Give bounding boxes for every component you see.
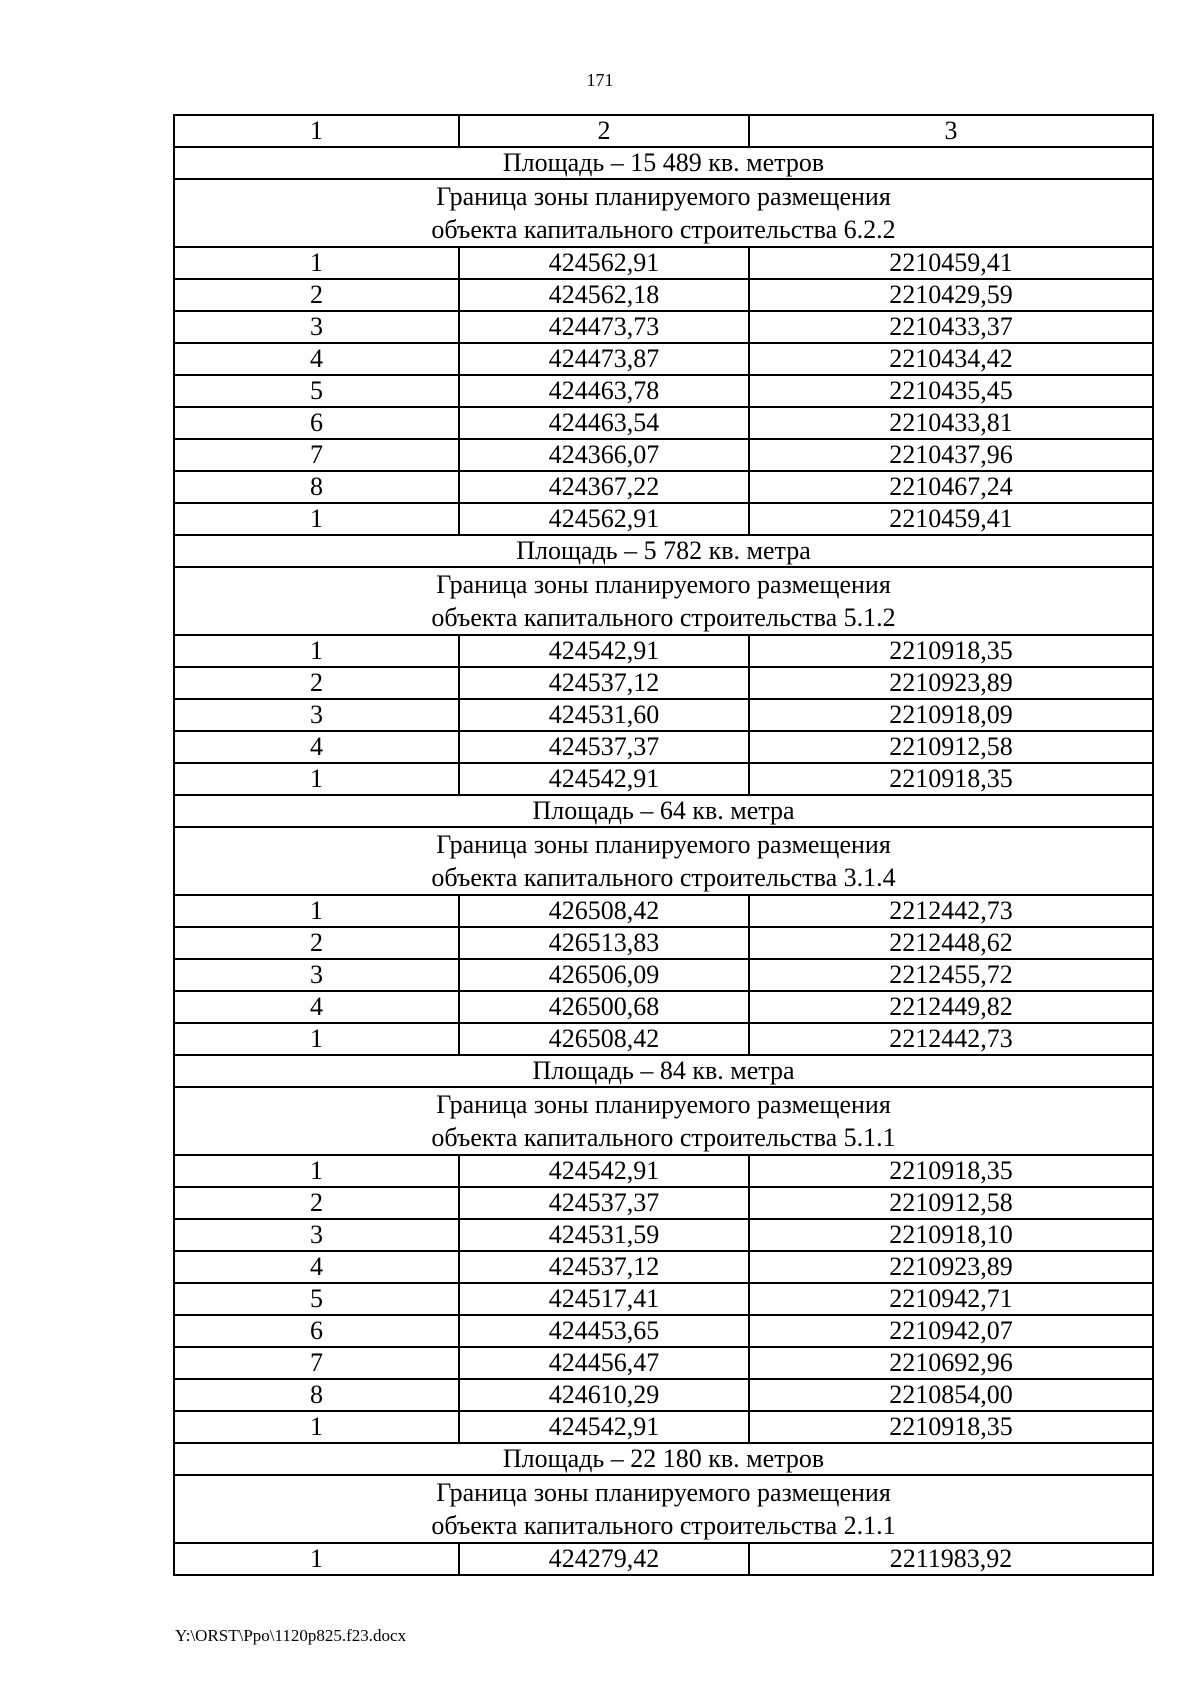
cell-x-coordinate: 424537,37 <box>459 1187 749 1219</box>
cell-point-number: 3 <box>174 1219 459 1251</box>
area-cell: Площадь – 5 782 кв. метра <box>174 535 1153 567</box>
table-row <box>174 343 1153 375</box>
header-cell-point-number: 1 <box>174 115 459 147</box>
cell-y-coordinate: 2210435,45 <box>749 375 1153 407</box>
zone-caption-line: объекта капитального строительства 2.1.1 <box>431 1511 896 1540</box>
cell-point-number: 1 <box>174 635 459 667</box>
table-row <box>174 1379 1153 1411</box>
cell-point-number: 5 <box>174 1283 459 1315</box>
zone-caption-line: объекта капитального строительства 6.2.2 <box>431 215 896 244</box>
cell-x-coordinate: 424542,91 <box>459 763 749 795</box>
cell-x-coordinate: 424537,37 <box>459 731 749 763</box>
cell-point-number: 3 <box>174 311 459 343</box>
cell-point-number: 1 <box>174 1155 459 1187</box>
cell-point-number: 2 <box>174 1187 459 1219</box>
cell-x-coordinate: 426506,09 <box>459 959 749 991</box>
cell-y-coordinate: 2210918,10 <box>749 1219 1153 1251</box>
zone-caption-row <box>174 827 1153 895</box>
cell-x-coordinate: 424542,91 <box>459 635 749 667</box>
cell-y-coordinate: 2210912,58 <box>749 1187 1153 1219</box>
table-row <box>174 1315 1153 1347</box>
cell-y-coordinate: 2210942,07 <box>749 1315 1153 1347</box>
area-row <box>174 535 1153 567</box>
table-row <box>174 311 1153 343</box>
cell-x-coordinate: 424537,12 <box>459 1251 749 1283</box>
zone-caption-row <box>174 179 1153 247</box>
cell-y-coordinate: 2210942,71 <box>749 1283 1153 1315</box>
cell-point-number: 2 <box>174 667 459 699</box>
table-row <box>174 279 1153 311</box>
table-row <box>174 927 1153 959</box>
cell-point-number: 1 <box>174 895 459 927</box>
table-row <box>174 471 1153 503</box>
area-row <box>174 147 1153 179</box>
cell-point-number: 8 <box>174 471 459 503</box>
table-header-row <box>174 115 1153 147</box>
table-row <box>174 503 1153 535</box>
cell-y-coordinate: 2210918,09 <box>749 699 1153 731</box>
table-row <box>174 375 1153 407</box>
cell-y-coordinate: 2210918,35 <box>749 635 1153 667</box>
area-row <box>174 795 1153 827</box>
cell-x-coordinate: 424473,87 <box>459 343 749 375</box>
table-row <box>174 1155 1153 1187</box>
document-file-path: Y:\ORST\Ppo\1120p825.f23.docx <box>175 1626 407 1645</box>
coordinates-table <box>173 114 1154 1576</box>
cell-x-coordinate: 424542,91 <box>459 1411 749 1443</box>
cell-x-coordinate: 424537,12 <box>459 667 749 699</box>
cell-y-coordinate: 2212449,82 <box>749 991 1153 1023</box>
table-row <box>174 1187 1153 1219</box>
area-cell: Площадь – 64 кв. метра <box>174 795 1153 827</box>
zone-caption-line: Граница зоны планируемого размещения <box>436 830 891 859</box>
zone-caption-line: объекта капитального строительства 5.1.1 <box>431 1123 896 1152</box>
cell-x-coordinate: 424367,22 <box>459 471 749 503</box>
cell-y-coordinate: 2210459,41 <box>749 247 1153 279</box>
table-row <box>174 1251 1153 1283</box>
cell-x-coordinate: 426513,83 <box>459 927 749 959</box>
zone-caption-line: Граница зоны планируемого размещения <box>436 570 891 599</box>
cell-x-coordinate: 424463,78 <box>459 375 749 407</box>
table-row <box>174 1283 1153 1315</box>
cell-y-coordinate: 2210434,42 <box>749 343 1153 375</box>
cell-y-coordinate: 2210467,24 <box>749 471 1153 503</box>
table-row <box>174 1023 1153 1055</box>
table-row <box>174 895 1153 927</box>
cell-x-coordinate: 424562,18 <box>459 279 749 311</box>
cell-y-coordinate: 2210459,41 <box>749 503 1153 535</box>
area-cell: Площадь – 84 кв. метра <box>174 1055 1153 1087</box>
cell-y-coordinate: 2210854,00 <box>749 1379 1153 1411</box>
cell-x-coordinate: 424562,91 <box>459 247 749 279</box>
cell-point-number: 1 <box>174 503 459 535</box>
cell-point-number: 7 <box>174 1347 459 1379</box>
cell-y-coordinate: 2212442,73 <box>749 1023 1153 1055</box>
cell-point-number: 7 <box>174 439 459 471</box>
header-cell-x: 2 <box>459 115 749 147</box>
cell-point-number: 6 <box>174 1315 459 1347</box>
cell-y-coordinate: 2212455,72 <box>749 959 1153 991</box>
zone-caption-row <box>174 1475 1153 1543</box>
cell-x-coordinate: 424542,91 <box>459 1155 749 1187</box>
cell-y-coordinate: 2210918,35 <box>749 763 1153 795</box>
cell-y-coordinate: 2211983,92 <box>749 1543 1153 1575</box>
cell-y-coordinate: 2212442,73 <box>749 895 1153 927</box>
table-row <box>174 1543 1153 1575</box>
cell-y-coordinate: 2210429,59 <box>749 279 1153 311</box>
cell-point-number: 3 <box>174 959 459 991</box>
zone-caption-row <box>174 1087 1153 1155</box>
cell-y-coordinate: 2210912,58 <box>749 731 1153 763</box>
table-row <box>174 991 1153 1023</box>
cell-x-coordinate: 424473,73 <box>459 311 749 343</box>
cell-point-number: 4 <box>174 1251 459 1283</box>
zone-caption-line: Граница зоны планируемого размещения <box>436 182 891 211</box>
cell-point-number: 6 <box>174 407 459 439</box>
table-row <box>174 1347 1153 1379</box>
cell-x-coordinate: 424366,07 <box>459 439 749 471</box>
table-row <box>174 247 1153 279</box>
cell-y-coordinate: 2210918,35 <box>749 1411 1153 1443</box>
cell-x-coordinate: 426508,42 <box>459 1023 749 1055</box>
zone-caption-line: объекта капитального строительства 5.1.2 <box>431 603 896 632</box>
cell-point-number: 1 <box>174 1023 459 1055</box>
cell-x-coordinate: 424610,29 <box>459 1379 749 1411</box>
area-cell: Площадь – 22 180 кв. метров <box>174 1443 1153 1475</box>
cell-x-coordinate: 424279,42 <box>459 1543 749 1575</box>
table-row <box>174 439 1153 471</box>
cell-point-number: 8 <box>174 1379 459 1411</box>
cell-point-number: 1 <box>174 1543 459 1575</box>
cell-x-coordinate: 424453,65 <box>459 1315 749 1347</box>
cell-point-number: 3 <box>174 699 459 731</box>
zone-caption-cell <box>174 827 1153 895</box>
cell-point-number: 5 <box>174 375 459 407</box>
cell-point-number: 4 <box>174 731 459 763</box>
cell-x-coordinate: 426500,68 <box>459 991 749 1023</box>
table-row <box>174 1411 1153 1443</box>
cell-point-number: 2 <box>174 927 459 959</box>
area-cell: Площадь – 15 489 кв. метров <box>174 147 1153 179</box>
table-row <box>174 763 1153 795</box>
cell-point-number: 1 <box>174 247 459 279</box>
cell-y-coordinate: 2210433,37 <box>749 311 1153 343</box>
cell-point-number: 1 <box>174 1411 459 1443</box>
cell-x-coordinate: 424531,59 <box>459 1219 749 1251</box>
area-row <box>174 1055 1153 1087</box>
zone-caption-cell <box>174 1087 1153 1155</box>
coordinates-table-body <box>174 115 1153 1575</box>
cell-y-coordinate: 2210692,96 <box>749 1347 1153 1379</box>
zone-caption-line: Граница зоны планируемого размещения <box>436 1090 891 1119</box>
cell-point-number: 2 <box>174 279 459 311</box>
cell-y-coordinate: 2212448,62 <box>749 927 1153 959</box>
cell-point-number: 4 <box>174 991 459 1023</box>
zone-caption-row <box>174 567 1153 635</box>
cell-x-coordinate: 424456,47 <box>459 1347 749 1379</box>
cell-y-coordinate: 2210918,35 <box>749 1155 1153 1187</box>
cell-x-coordinate: 424463,54 <box>459 407 749 439</box>
cell-point-number: 1 <box>174 763 459 795</box>
zone-caption-cell <box>174 567 1153 635</box>
page-number: 171 <box>586 70 614 90</box>
cell-y-coordinate: 2210433,81 <box>749 407 1153 439</box>
table-row <box>174 731 1153 763</box>
cell-y-coordinate: 2210923,89 <box>749 667 1153 699</box>
table-row <box>174 699 1153 731</box>
cell-x-coordinate: 424562,91 <box>459 503 749 535</box>
zone-caption-cell <box>174 179 1153 247</box>
cell-x-coordinate: 426508,42 <box>459 895 749 927</box>
table-row <box>174 407 1153 439</box>
zone-caption-line: объекта капитального строительства 3.1.4 <box>431 863 896 892</box>
table-row <box>174 635 1153 667</box>
table-row <box>174 1219 1153 1251</box>
table-row <box>174 667 1153 699</box>
cell-y-coordinate: 2210923,89 <box>749 1251 1153 1283</box>
table-row <box>174 959 1153 991</box>
cell-x-coordinate: 424531,60 <box>459 699 749 731</box>
cell-x-coordinate: 424517,41 <box>459 1283 749 1315</box>
zone-caption-cell <box>174 1475 1153 1543</box>
header-cell-y: 3 <box>749 115 1153 147</box>
area-row <box>174 1443 1153 1475</box>
zone-caption-line: Граница зоны планируемого размещения <box>436 1478 891 1507</box>
cell-y-coordinate: 2210437,96 <box>749 439 1153 471</box>
cell-point-number: 4 <box>174 343 459 375</box>
